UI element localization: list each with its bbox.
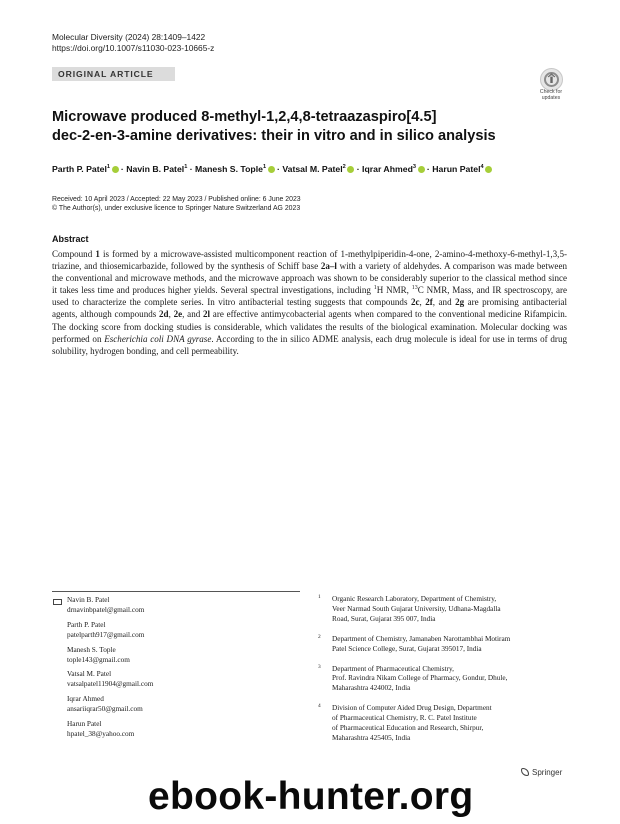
affiliation-number: 1 — [318, 594, 321, 600]
author-name[interactable]: Harun Patel — [432, 164, 481, 174]
isotope-superscript: 13 — [411, 285, 418, 292]
orcid-icon[interactable] — [418, 166, 425, 173]
contact-item — [52, 646, 302, 666]
compound-label: 2a–l — [320, 261, 337, 272]
affiliation-number: 3 — [318, 663, 321, 670]
article-type-label: ORIGINAL ARTICLE — [58, 68, 154, 79]
abstract-text: are effective antimycobacterial agents when compared to the conventional medicine Rifampicin. The docking score from docking studies is considerable, which validates the results of the biological examination. Molecular docking was performed on — [52, 309, 567, 344]
author-affiliation-mark: 1 — [262, 164, 267, 171]
abstract-heading: Abstract — [52, 234, 89, 244]
affiliation-line: Department of Pharmaceutical Chemistry, — [332, 664, 454, 673]
doi-link[interactable]: https://doi.org/10.1007/s11030-023-10665-z — [52, 43, 215, 53]
author-name[interactable]: Navin B. Patel — [126, 164, 185, 174]
abstract-body — [52, 248, 567, 357]
compound-label: 2f — [425, 297, 433, 308]
abstract-text: C NMR, Mass, and IR spectroscopy, are used to characterize the complete series. In vitro antibacterial testing suggests that compounds — [52, 285, 567, 308]
orcid-icon[interactable] — [485, 166, 492, 173]
abstract-text: , — [419, 297, 426, 308]
contact-email[interactable]: vatsalpatel11904@gmail.com — [67, 680, 154, 689]
contact-name: Parth P. Patel — [67, 620, 106, 629]
compound-label: 2l — [203, 309, 211, 320]
journal-citation: Molecular Diversity (2024) 28:1409–1422 — [52, 32, 206, 42]
contact-item — [52, 695, 302, 715]
affiliation-item — [318, 635, 568, 655]
check-updates-line2: updates — [541, 94, 561, 101]
article-title — [52, 108, 552, 146]
abstract-text: with a variety of aldehydes. A comparison was made between the conventional and microwave methods, and the microwave approach was shown to be considerably superior to the classical method since it takes less time and produces higher yields. Several spectral investigations, including — [52, 261, 567, 296]
organism-name: Escherichia coli DNA gyrase — [104, 333, 212, 344]
contact-item — [52, 670, 302, 690]
compound-label: 1 — [95, 249, 100, 259]
title-line-2: dec-2-en-3-amine derivatives: their in vitro and in silico analysis — [52, 128, 496, 144]
contact-item — [52, 596, 302, 616]
dates-line: Received: 10 April 2023 / Accepted: 22 May 2023 / Published online: 6 June 2023 — [52, 196, 301, 203]
compound-label: 2c — [410, 297, 420, 308]
affiliation-line: of Pharmaceutical Education and Research, Shirpur, — [332, 724, 484, 733]
contact-email[interactable]: drnavinbpatel@gmail.com — [67, 605, 145, 614]
affiliation-line: Road, Surat, Gujarat 395 007, India — [332, 614, 436, 623]
affiliation-line: Maharashtra 425405, India — [332, 733, 411, 742]
contact-name: Navin B. Patel — [67, 596, 110, 604]
check-updates-line1: Check for — [539, 89, 563, 95]
author-affiliation-mark: 1 — [184, 164, 188, 171]
author-affiliation-mark: 1 — [106, 164, 111, 171]
isotope-superscript: 1 — [373, 285, 377, 292]
contact-name: Vatsal M. Patel — [67, 670, 112, 679]
title-line-1: Microwave produced 8-methyl-1,2,4,8-tetraazaspiro[4.5] — [52, 109, 437, 125]
compound-label: 2e — [173, 309, 183, 320]
affiliation-number: 2 — [318, 633, 321, 640]
compound-label: 2d — [159, 309, 169, 320]
affiliations — [318, 595, 568, 754]
abstract-text: , — [168, 309, 174, 320]
watermark: ebook-hunter.org — [148, 775, 474, 818]
compound-label: 2g — [455, 297, 465, 308]
abstract-text: are promising antibacterial agents, although compounds — [52, 297, 567, 320]
affiliation-line: Prof. Ravindra Nikam College of Pharmacy, Gondur, Dhule, — [332, 674, 508, 683]
publication-dates — [52, 195, 301, 214]
journal-header — [52, 32, 214, 54]
contact-name: Manesh S. Tople — [67, 645, 116, 654]
affiliation-line: of Pharmaceutical Chemistry, R. C. Patel Institute — [332, 714, 477, 723]
orcid-icon[interactable] — [112, 166, 119, 173]
affiliation-line: Division of Computer Aided Drug Design, Department — [332, 704, 492, 713]
affiliation-item — [318, 704, 568, 744]
affiliation-item — [318, 665, 568, 695]
author-affiliation-mark: 4 — [480, 164, 484, 171]
author-name[interactable]: Vatsal M. Patel — [282, 164, 343, 174]
abstract-text: Compound — [52, 249, 96, 259]
abstract-text: , and — [432, 297, 456, 308]
publisher-name: Springer — [532, 768, 563, 777]
springer-horse-icon — [521, 768, 529, 776]
envelope-icon — [53, 599, 62, 605]
contact-name: Iqrar Ahmed — [67, 695, 104, 704]
contact-item — [52, 621, 302, 641]
affiliation-number: 4 — [318, 703, 321, 710]
contact-name: Harun Patel — [67, 720, 102, 729]
author-name[interactable]: Manesh S. Tople — [195, 164, 263, 174]
affiliation-line: Organic Research Laboratory, Department of Chemistry, — [332, 595, 497, 603]
abstract-text: H NMR, — [376, 285, 412, 296]
contact-email[interactable]: patelparth917@gmail.com — [67, 630, 145, 639]
author-affiliation-mark: 3 — [412, 164, 417, 171]
footnote-divider — [52, 591, 300, 592]
copyright-line: © The Author(s), under exclusive licence to Springer Nature Switzerland AG 2023 — [52, 205, 301, 213]
author-list: Parth P. Patel$^1$ · Navin B. Patel$^1$ · Manesh S. Tople$^1$ · Vatsal M. Patel$^2$ · Iqrar Ahmed$^3$ · Harun Patel$^4$ — [52, 164, 572, 174]
author-name[interactable]: Iqrar Ahmed — [362, 164, 413, 174]
author-affiliation-mark: 2 — [342, 164, 346, 171]
affiliation-line: Patel Science College, Surat, Gujarat 395017, India — [332, 644, 482, 653]
check-for-updates-badge[interactable] — [535, 68, 567, 102]
contact-item — [52, 720, 302, 740]
abstract-text: is formed by a microwave-assisted multicomponent reaction of 1-methylpiperidin-4-one, 2-amino-4-methoxy-6-methyl-1,3,5-triazine, and thiosemicarbazide, followed by the synthesis of Schiff base — [52, 249, 567, 272]
contact-email[interactable]: tople143@gmail.com — [67, 655, 130, 664]
contact-email[interactable]: ansariiqrar50@gmail.com — [67, 705, 143, 714]
publisher-logo — [521, 768, 562, 777]
affiliation-line: Department of Chemistry, Jamanaben Narottambhai Motiram — [332, 634, 511, 643]
author-contacts — [52, 596, 302, 745]
affiliation-line: Veer Narmad South Gujarat University, Udhana-Magdalla — [332, 604, 501, 613]
orcid-icon[interactable] — [268, 166, 275, 173]
abstract-text: . According to the in silico ADME analysis, each drug molecule is ideal for use in terms of drug solubility, hydrogen bonding, and cell permeability. — [52, 333, 567, 356]
author-name[interactable]: Parth P. Patel — [52, 164, 107, 174]
orcid-icon[interactable] — [347, 166, 354, 173]
affiliation-item — [318, 595, 568, 625]
check-updates-icon — [540, 68, 563, 91]
abstract-text: , and — [182, 309, 203, 320]
affiliation-line: Maharashtra 424002, India — [332, 684, 411, 693]
contact-email[interactable]: hpatel_38@yahoo.com — [67, 729, 135, 738]
